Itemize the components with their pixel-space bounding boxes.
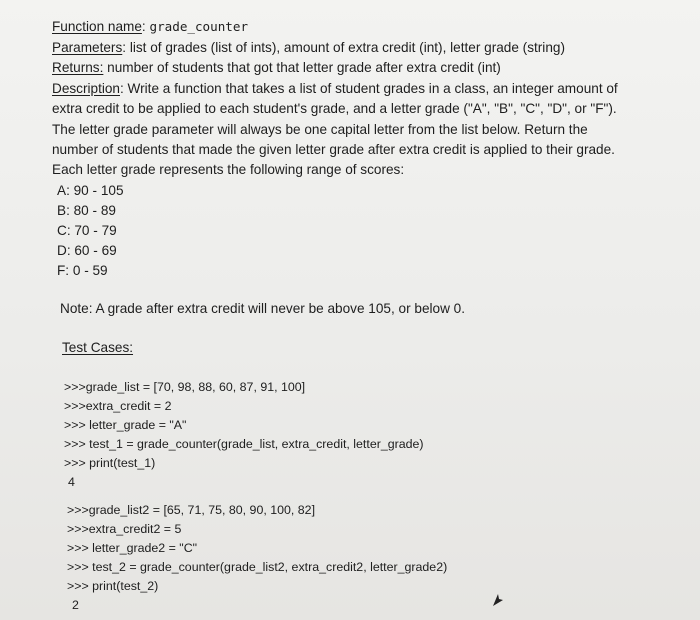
parameters-line <box>52 39 565 57</box>
returns-label: Returns: <box>52 60 104 75</box>
grade-range-c: C: 70 - 79 <box>57 223 117 238</box>
mouse-cursor-icon <box>492 593 504 607</box>
grade-range-f: F: 0 - 59 <box>57 263 108 278</box>
returns-text: number of students that got that letter grade after extra credit (int) <box>103 60 501 75</box>
test1-output: 4 <box>68 475 75 489</box>
test1-line-5: >>> print(test_1) <box>64 456 156 470</box>
test2-output: 2 <box>72 598 79 612</box>
test1-line-3: >>> letter_grade = "A" <box>64 418 187 432</box>
description-line-4: number of students that made the given letter grade after extra credit is applied to their grade. <box>52 142 615 157</box>
test1-line-4: >>> test_1 = grade_counter(grade_list, extra_credit, letter_grade) <box>64 437 424 451</box>
test1-line-2: >>>extra_credit = 2 <box>64 399 172 413</box>
parameters-text: : list of grades (list of ints), amount of extra credit (int), letter grade (string) <box>122 40 565 55</box>
parameters-label: Parameters <box>52 40 123 55</box>
test1-line-1: >>>grade_list = [70, 98, 88, 60, 87, 91, 100] <box>64 380 306 394</box>
description-line-5: Each letter grade represents the following range of scores: <box>52 162 405 177</box>
grade-range-b: B: 80 - 89 <box>57 203 116 218</box>
description-text-1: : Write a function that takes a list of student grades in a class, an integer amount of <box>120 81 618 96</box>
grade-range-a: A: 90 - 105 <box>57 183 124 198</box>
test2-line-1: >>>grade_list2 = [65, 71, 75, 80, 90, 100, 82] <box>67 503 316 517</box>
test-cases-heading: Test Cases: <box>62 340 134 355</box>
note-text: Note: A grade after extra credit will never be above 105, or below 0. <box>60 301 466 316</box>
function-name-value: grade_counter <box>149 19 249 34</box>
test2-line-4: >>> test_2 = grade_counter(grade_list2, extra_credit2, letter_grade2) <box>67 560 448 574</box>
test2-line-3: >>> letter_grade2 = "C" <box>67 541 198 555</box>
function-name-colon: : <box>141 19 146 34</box>
description-line-2: extra credit to be applied to each student's grade, and a letter grade ("A", "B", "C", "D", or "F"). <box>52 101 617 116</box>
description-line-3: The letter grade parameter will always be one capital letter from the list below. Return the <box>52 122 588 137</box>
function-name-label: Function name <box>52 19 142 34</box>
grade-range-d: D: 60 - 69 <box>57 243 117 258</box>
description-label: Description <box>52 81 120 96</box>
test2-line-2: >>>extra_credit2 = 5 <box>67 522 182 536</box>
function-name-line <box>52 18 248 36</box>
description-line-1 <box>52 80 618 98</box>
test2-line-5: >>> print(test_2) <box>67 579 159 593</box>
returns-line <box>52 59 501 77</box>
